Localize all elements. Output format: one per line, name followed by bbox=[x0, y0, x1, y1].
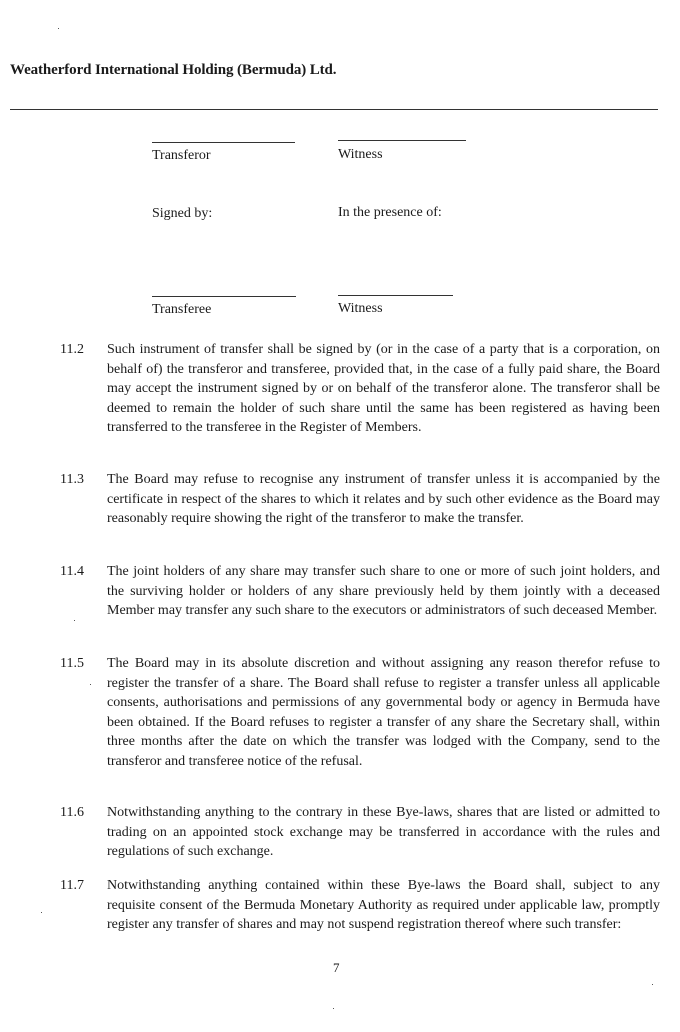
scan-speck bbox=[41, 912, 42, 913]
clause-11-6 bbox=[60, 803, 660, 862]
header-rule bbox=[10, 109, 658, 110]
clause-text: The joint holders of any share may transfer such share to one or more of such joint holders, and the surviving holder or holders of any share previously held by them jointly with a deceased Member may transfer any such share to the executors or administrators of such deceased Member. bbox=[107, 564, 660, 619]
company-header: Weatherford International Holding (Bermuda) Ltd. bbox=[10, 62, 337, 78]
transferor-label: Transferor bbox=[152, 148, 211, 163]
clause-number: 11.5 bbox=[60, 656, 84, 671]
scan-speck bbox=[58, 28, 59, 29]
witness-signature-line-2 bbox=[338, 295, 453, 296]
clause-11-7 bbox=[60, 876, 660, 935]
clause-text: The Board may refuse to recognise any instrument of transfer unless it is accompanied by the certificate in respect of the shares to which it relates and by such other evidence as the Board may reasonably require showing the right of the transferor to make the transfer. bbox=[107, 472, 660, 527]
transferor-signature-line bbox=[152, 142, 295, 143]
presence-label: In the presence of: bbox=[338, 205, 442, 220]
clause-11-3 bbox=[60, 470, 660, 529]
clause-text: Such instrument of transfer shall be signed by (or in the case of a party that is a corporation, on behalf of) the transferor and transferee, provided that, in the case of a fully paid share, the Board may accept the instrument signed by or on behalf of the transferor alone. The transferor shall be deemed to remain the holder of such share until the same has been registered as having been transferred to the transferee in the Register of Members. bbox=[107, 342, 660, 436]
clause-11-5 bbox=[60, 654, 660, 772]
transferee-label: Transferee bbox=[152, 302, 212, 317]
clause-11-2 bbox=[60, 340, 660, 438]
clause-11-4 bbox=[60, 562, 660, 621]
scan-speck bbox=[74, 620, 75, 621]
clause-number: 11.3 bbox=[60, 472, 84, 487]
scan-speck bbox=[333, 1008, 334, 1009]
witness-label-1: Witness bbox=[338, 147, 383, 162]
clause-text: Notwithstanding anything contained within these Bye-laws the Board shall, subject to any requisite consent of the Bermuda Monetary Authority as required under applicable law, promptly register any transfer of shares and may not suspend registration thereof where such transfer: bbox=[107, 878, 660, 933]
signed-by-label: Signed by: bbox=[152, 206, 213, 221]
page-number: 7 bbox=[333, 960, 340, 975]
clause-number: 11.2 bbox=[60, 342, 84, 357]
clause-text: Notwithstanding anything to the contrary in these Bye-laws, shares that are listed or admitted to trading on an appointed stock exchange may be transferred in accordance with the rules and regulations of such exchange. bbox=[107, 805, 660, 860]
scan-speck bbox=[90, 684, 91, 685]
scan-speck bbox=[652, 984, 653, 985]
witness-label-2: Witness bbox=[338, 301, 383, 316]
clause-number: 11.6 bbox=[60, 805, 84, 820]
clause-number: 11.7 bbox=[60, 878, 84, 893]
clause-text: The Board may in its absolute discretion and without assigning any reason therefor refuse to register the transfer of a share. The Board shall refuse to register a transfer unless all applicable consents, authorisations and permissions of any governmental body or agency in Bermuda have been obtained. If the Board refuses to register a transfer of any share the Secretary shall, within three months after the date on which the transfer was lodged with the Company, send to the transferor and transferee notice of the refusal. bbox=[107, 656, 660, 769]
clause-number: 11.4 bbox=[60, 564, 84, 579]
witness-signature-line-1 bbox=[338, 140, 466, 141]
transferee-signature-line bbox=[152, 296, 296, 297]
